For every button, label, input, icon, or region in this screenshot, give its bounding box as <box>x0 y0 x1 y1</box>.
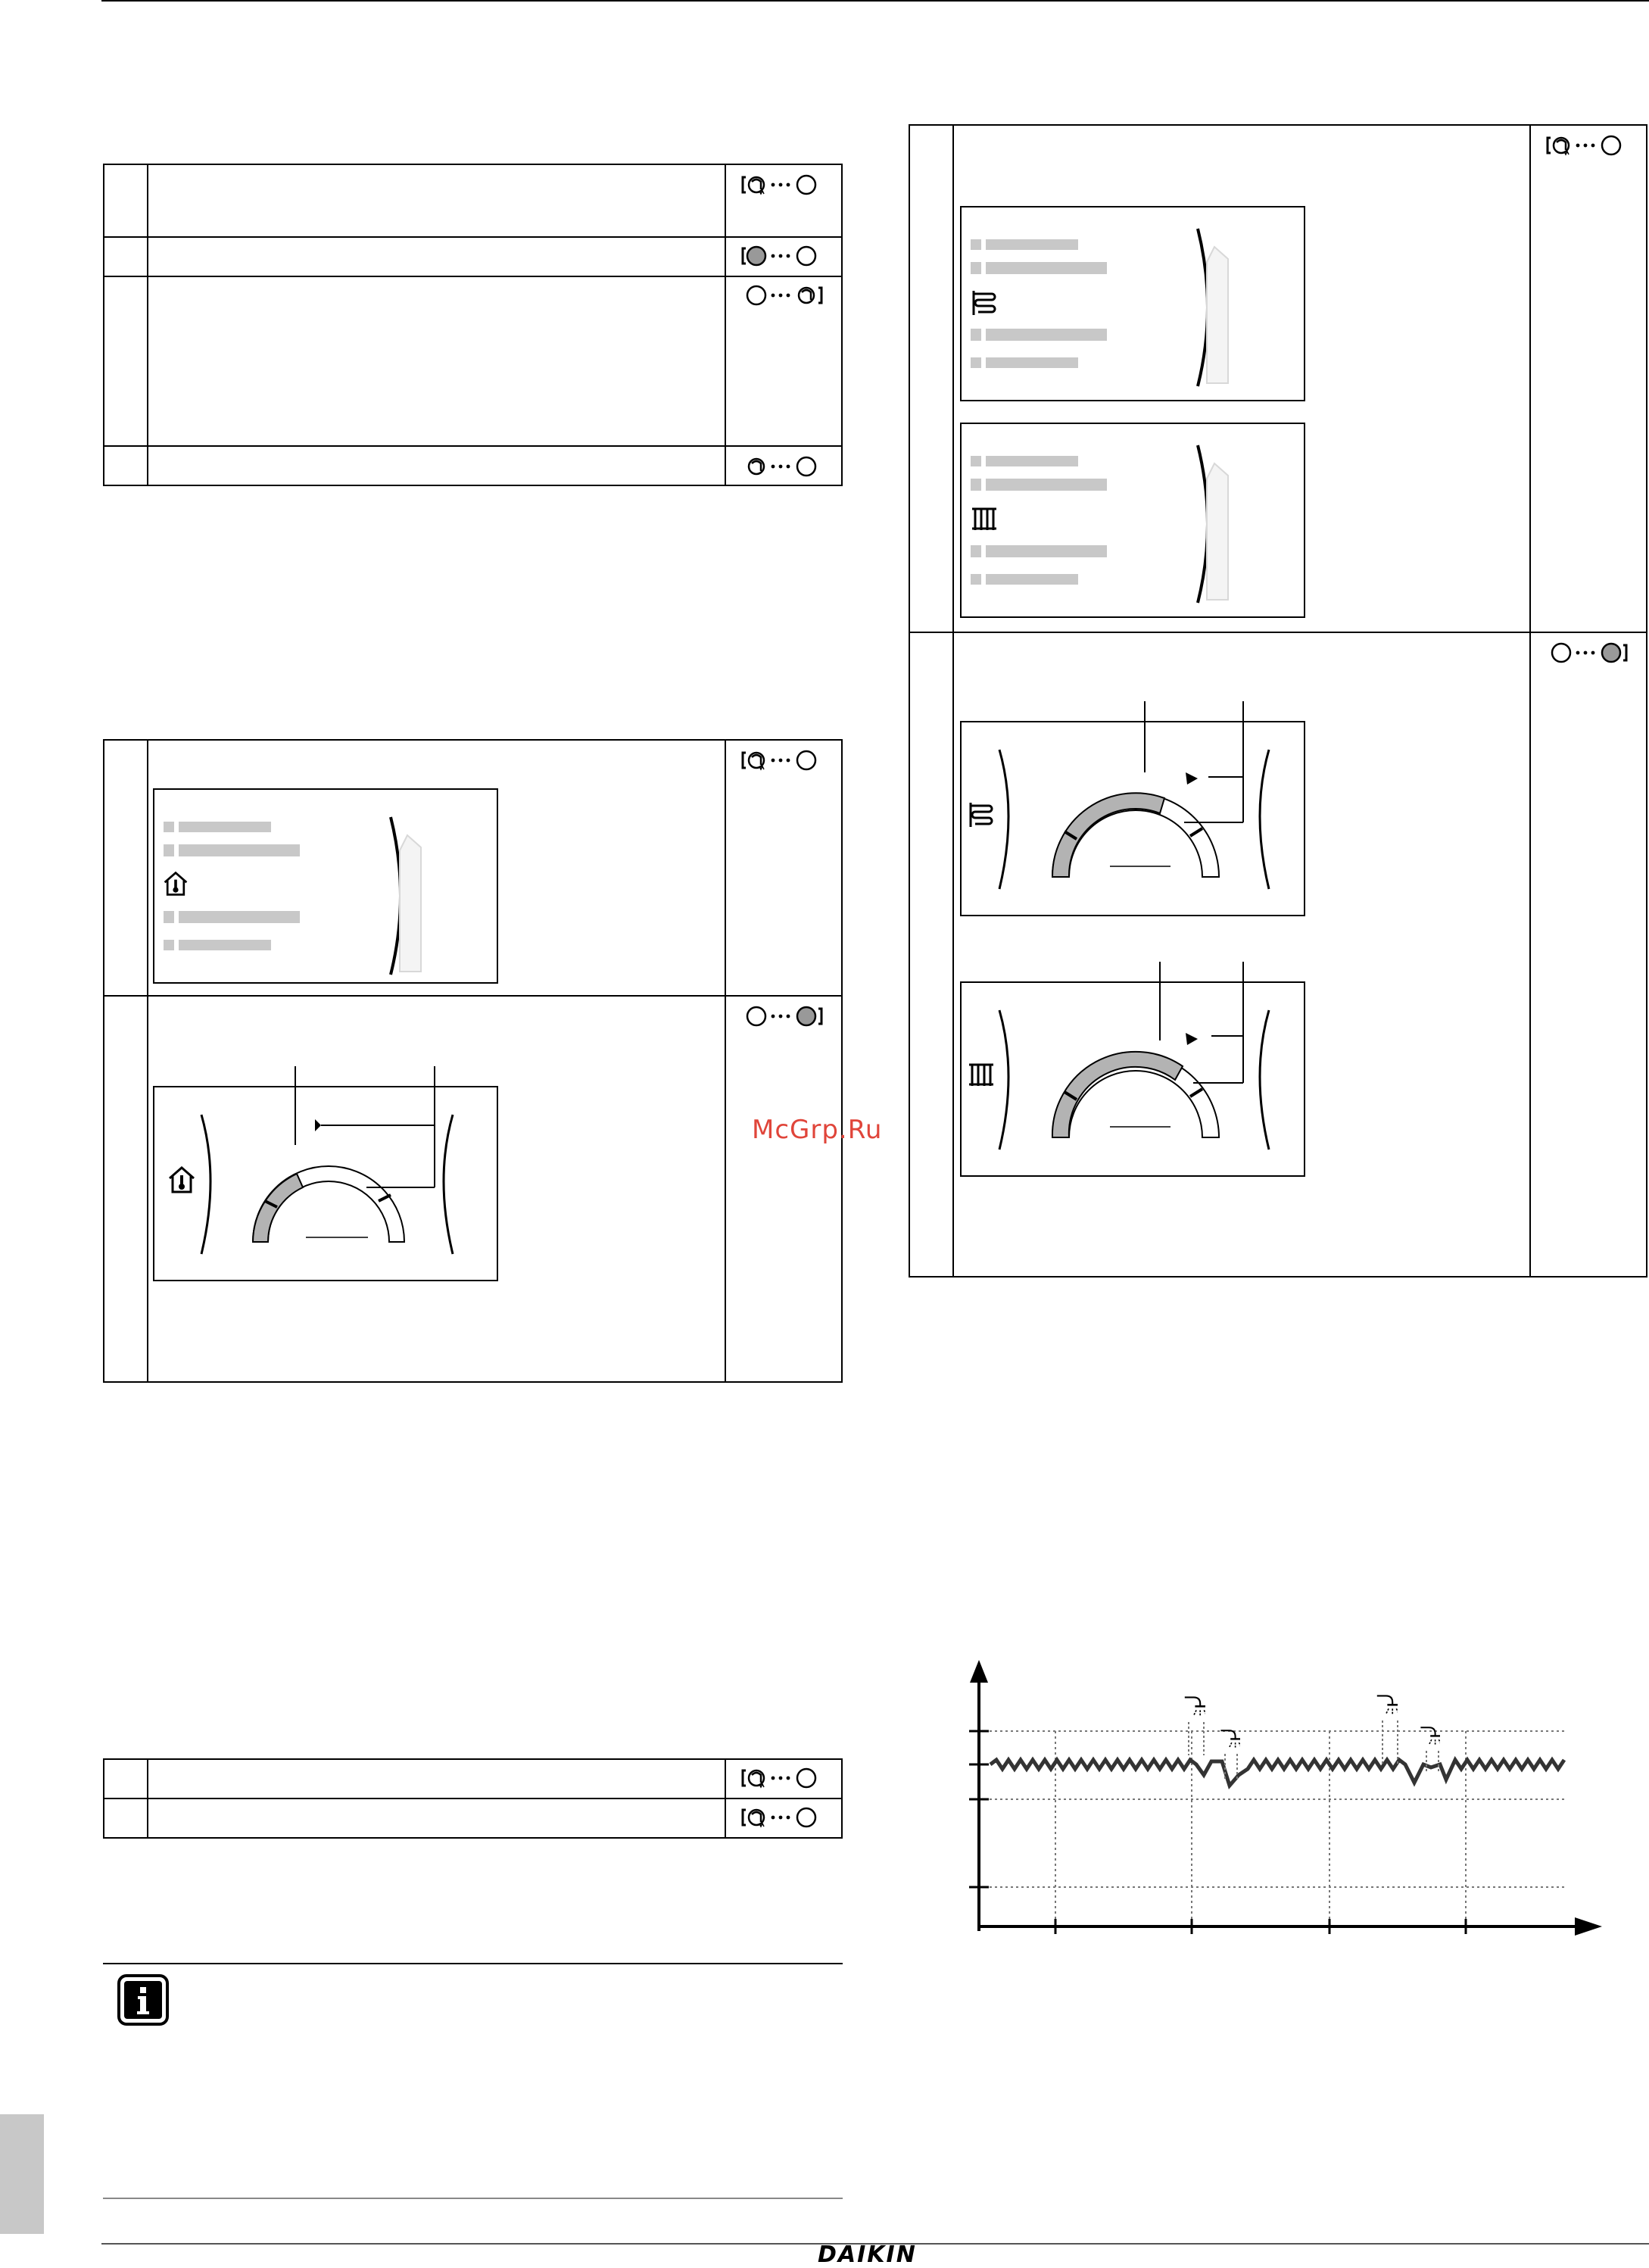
shower-icon <box>1185 1697 1207 1755</box>
shower-icon <box>1377 1696 1399 1764</box>
turn-dial-icon <box>737 173 828 197</box>
turn-dial-icon <box>1541 133 1632 158</box>
info-icon <box>117 1973 170 2026</box>
top-rule <box>101 0 1649 2</box>
turn-dial-icon <box>737 454 828 479</box>
menu-illustration <box>154 790 500 985</box>
table-row <box>104 447 841 486</box>
menu-illustration <box>962 207 1307 403</box>
callout-lines <box>288 1063 454 1200</box>
tank-temperature-diagram <box>960 1658 1611 1946</box>
turn-dial-icon <box>737 748 828 772</box>
press-right-dial-icon <box>1541 641 1632 665</box>
menu-screen-radiator <box>960 423 1305 618</box>
note-top-rule <box>103 1963 843 1964</box>
table-row <box>104 277 841 447</box>
table-row <box>104 1760 841 1799</box>
menu-screen-underfloor <box>960 206 1305 401</box>
table-row <box>104 238 841 277</box>
brand-logo: DAIKIN <box>818 2241 917 2268</box>
callout-lines <box>1136 698 1257 835</box>
menu-screen-room <box>153 788 498 984</box>
watermark: McGrp.Ru <box>752 1115 883 1145</box>
turn-dial-icon <box>737 1766 828 1790</box>
chapter-tab <box>0 2114 44 2234</box>
press-right-dial-icon <box>737 1004 828 1028</box>
table-row <box>104 165 841 238</box>
callout-lines <box>1151 959 1257 1095</box>
turn-right-dial-icon <box>737 283 828 307</box>
note-bottom-rule <box>103 2198 843 2199</box>
procedure-table-1 <box>103 164 843 486</box>
table-row <box>104 1799 841 1839</box>
press-dial-icon <box>737 244 828 268</box>
turn-dial-icon <box>737 1805 828 1830</box>
menu-illustration <box>962 424 1307 619</box>
procedure-table-3 <box>103 1758 843 1839</box>
